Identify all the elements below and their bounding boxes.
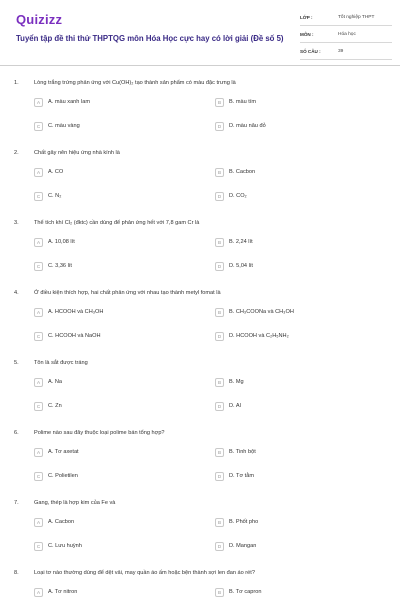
option-letter-box: A: [34, 168, 43, 177]
option-letter-box: D: [215, 192, 224, 201]
option-text: C. Polietilen: [48, 473, 78, 479]
option-text: B. Mg: [229, 379, 244, 385]
question-number: 6.: [14, 430, 19, 436]
option-text: B. Cacbon: [229, 169, 256, 175]
option-letter-box: C: [34, 402, 43, 411]
option-letter-box: B: [215, 448, 224, 457]
meta-subject-row: [300, 29, 392, 43]
option-text: C. 3,36 lít: [48, 263, 72, 269]
option-text: C. màu vàng: [48, 123, 80, 129]
option-letter-box: A: [34, 378, 43, 387]
meta-count-row: [300, 46, 392, 60]
option-letter-box: C: [34, 332, 43, 341]
question-4: [0, 290, 400, 360]
option-text: B. màu tím: [229, 99, 257, 105]
option-letter-box: D: [215, 542, 224, 551]
meta-count-label: SỐ CÂU :: [300, 49, 321, 54]
question-5: [0, 360, 400, 430]
option-text: B. Tơ capron: [229, 589, 262, 595]
question-6: [0, 430, 400, 500]
option-text: D. HCOOH và C₂H₅NH₂: [229, 333, 289, 339]
option-letter-box: A: [34, 238, 43, 247]
option-text: D. Al: [229, 403, 241, 409]
option-text: A. Na: [48, 379, 62, 385]
option-letter-box: B: [215, 238, 224, 247]
worksheet-meta: [300, 12, 392, 63]
option-text: D. màu nâu đỏ: [229, 123, 266, 129]
question-text: Polime nào sau đây thuộc loại polime bán tổng hợp?: [34, 430, 165, 436]
worksheet-title: Tuyển tập đề thi thử THPTQG môn Hóa Học cực hay có lời giải (Đề số 5): [16, 34, 284, 43]
question-2: [0, 150, 400, 220]
option-letter-box: D: [215, 332, 224, 341]
option-letter-box: D: [215, 122, 224, 131]
option-letter-box: A: [34, 518, 43, 527]
option-text: A. CO: [48, 169, 64, 175]
option-text: A. 10,08 lít: [48, 239, 75, 245]
option-letter-box: B: [215, 588, 224, 597]
option-text: D. Tơ tằm: [229, 473, 255, 479]
meta-class-label: LỚP :: [300, 15, 313, 20]
option-text: B. CH₃COONa và CH₃OH: [229, 309, 294, 315]
question-list: [0, 80, 400, 600]
option-text: A. Cacbon: [48, 519, 75, 525]
option-letter-box: A: [34, 448, 43, 457]
option-text: A. Tơ nitron: [48, 589, 78, 595]
option-letter-box: B: [215, 378, 224, 387]
question-3: [0, 220, 400, 290]
question-text: Loại tơ nào thường dùng để dệt vải, may quần áo ấm hoặc bện thành sợi len đan áo rét?: [34, 570, 255, 576]
option-letter-box: B: [215, 518, 224, 527]
option-letter-box: D: [215, 472, 224, 481]
option-letter-box: B: [215, 98, 224, 107]
question-number: 3.: [14, 220, 19, 226]
option-text: C. Zn: [48, 403, 62, 409]
option-text: C. HCOOH và NaOH: [48, 333, 101, 339]
quizizz-logo: Quizizz: [16, 12, 63, 27]
meta-class-value: Tốt nghiệp THPT: [338, 15, 375, 20]
question-7: [0, 500, 400, 570]
option-letter-box: A: [34, 98, 43, 107]
option-text: B. Phốt pho: [229, 519, 259, 525]
option-letter-box: D: [215, 262, 224, 271]
option-text: A. màu xanh lam: [48, 99, 90, 105]
option-letter-box: D: [215, 402, 224, 411]
meta-subject-value: Hóa học: [338, 32, 356, 37]
question-number: 7.: [14, 500, 19, 506]
question-number: 1.: [14, 80, 19, 86]
question-text: Ở điều kiện thích hợp, hai chất phản ứng với nhau tạo thành metyl fomat là: [34, 290, 221, 296]
option-text: D. 5,04 lít: [229, 263, 253, 269]
question-text: Gang, thép là hợp kim của Fe và: [34, 500, 116, 506]
question-text: Tôn là sắt được tráng: [34, 360, 88, 366]
question-number: 2.: [14, 150, 19, 156]
question-1: [0, 80, 400, 150]
option-text: D. CO₂: [229, 193, 247, 199]
question-text: Thể tích khí Cl₂ (đktc) cần dùng để phản ứng hết với 7,8 gam Cr là: [34, 220, 200, 226]
option-letter-box: B: [215, 168, 224, 177]
worksheet-header: [0, 0, 400, 66]
question-number: 8.: [14, 570, 19, 576]
meta-subject-label: MÔN :: [300, 32, 314, 37]
option-letter-box: C: [34, 192, 43, 201]
question-text: Chất gây nên hiệu ứng nhà kính là: [34, 150, 120, 156]
option-text: C. N₂: [48, 193, 62, 199]
option-text: A. Tơ axetat: [48, 449, 79, 455]
option-text: D. Mangan: [229, 543, 257, 549]
question-8: [0, 570, 400, 600]
option-letter-box: B: [215, 308, 224, 317]
question-text: Lòng trắng trứng phản ứng với Cu(OH)₂ tạo thành sản phẩm có màu đặc trưng là: [34, 80, 236, 86]
option-text: C. Lưu huỳnh: [48, 543, 82, 549]
option-text: B. Tinh bột: [229, 449, 256, 455]
option-text: B. 2,24 lít: [229, 239, 253, 245]
option-letter-box: C: [34, 542, 43, 551]
question-number: 5.: [14, 360, 19, 366]
option-letter-box: C: [34, 122, 43, 131]
option-letter-box: A: [34, 308, 43, 317]
meta-class-row: [300, 12, 392, 26]
option-letter-box: A: [34, 588, 43, 597]
question-number: 4.: [14, 290, 19, 296]
option-text: A. HCOOH và CH₃OH: [48, 309, 104, 315]
option-letter-box: C: [34, 472, 43, 481]
meta-count-value: 39: [338, 49, 344, 54]
option-letter-box: C: [34, 262, 43, 271]
